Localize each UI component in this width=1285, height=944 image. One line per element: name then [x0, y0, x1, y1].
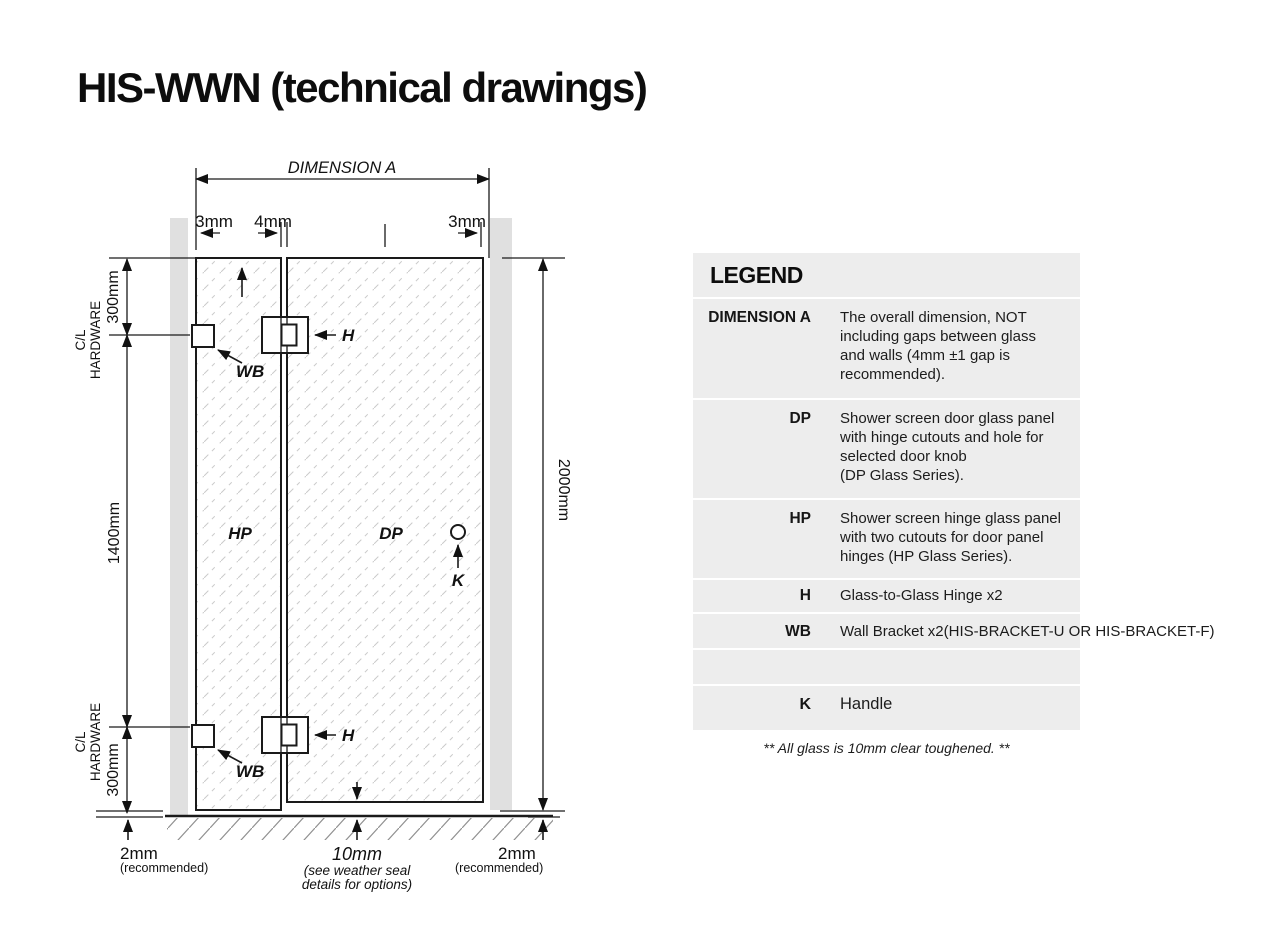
legend-panel [693, 253, 1215, 730]
page-title: HIS-WWN (technical drawings) [77, 64, 647, 111]
door-gap-note-2: details for options) [301, 877, 413, 892]
dimension-a-lines [196, 168, 489, 258]
bracket-top-label: WB [236, 362, 265, 381]
knob-label: K [451, 571, 465, 590]
legend-footnote: ** All glass is 10mm clear toughened. ** [763, 740, 1010, 756]
floor-gap-left-note: (recommended) [120, 861, 209, 875]
hp-panel-label: HP [228, 524, 252, 543]
door-gap-label: 10mm [331, 844, 383, 864]
dim-300-bottom-label: 300mm [105, 743, 122, 797]
legend-row-dimension-a [693, 297, 1080, 398]
legend-row-k [693, 684, 1080, 730]
hinge-bottom-label: H [342, 726, 355, 745]
hinge-bottom [262, 717, 308, 753]
top-gap-dim-lines [201, 222, 481, 247]
legend-header: LEGEND [710, 262, 803, 288]
floor-gap-right-label: 2mm [498, 844, 536, 863]
legend-desc: The overall dimension, NOT including gaps between glass and walls (4mm ±1 gap is recommended). [840, 309, 1036, 383]
cl-hardware-bottom-line2: HARDWARE [88, 702, 103, 782]
legend-key: K [799, 696, 811, 713]
right-wall [490, 218, 512, 810]
legend-row-h [693, 578, 1080, 612]
legend-key: DP [789, 410, 811, 427]
gap-wall-left-label: 3mm [195, 212, 233, 231]
dim-2000-label: 2000mm [555, 458, 572, 522]
door-gap-note-1: (see weather seal [303, 863, 411, 878]
dp-panel-label: DP [379, 524, 403, 543]
floor-gap-right-note: (recommended) [455, 861, 544, 875]
cl-hardware-top-line2: HARDWARE [88, 300, 103, 380]
gap-wall-right-label: 3mm [448, 212, 486, 231]
cl-hardware-bottom-line1: C/L [73, 731, 88, 753]
bracket-bottom-label: WB [236, 762, 265, 781]
legend-row-empty [693, 648, 1080, 684]
left-wall [170, 218, 188, 816]
gap-panels-label: 4mm [254, 212, 292, 231]
cl-hardware-top-line1: C/L [73, 329, 88, 351]
floor-gap-left-label: 2mm [120, 844, 158, 863]
wall-bracket-bottom [192, 725, 214, 747]
legend-desc: Handle [840, 695, 893, 713]
legend-row-wb [693, 612, 1215, 648]
legend-key: DIMENSION A [708, 309, 811, 326]
dimension-a-label: DIMENSION A [287, 159, 397, 177]
legend-desc: Glass-to-Glass Hinge x2 [840, 587, 1003, 604]
legend-desc: Shower screen hinge glass panel with two cutouts for door panel hinges (HP Glass Series). [840, 510, 1061, 565]
dim-300-top-label: 300mm [105, 270, 122, 324]
legend-key: H [799, 587, 811, 604]
hinge-top-label: H [342, 326, 355, 345]
floor-hatch [167, 818, 553, 840]
door-knob-circle [451, 525, 465, 539]
legend-key: HP [789, 510, 811, 527]
legend-key: WB [785, 623, 811, 640]
dim-1400-label: 1400mm [106, 501, 123, 565]
wall-bracket-top [192, 325, 214, 347]
legend-row-hp [693, 498, 1080, 578]
legend-desc: Wall Bracket x2(HIS-BRACKET-U OR HIS-BRACKET-F) [840, 623, 1215, 640]
legend-row-dp [693, 398, 1080, 498]
hinge-top [262, 317, 308, 353]
legend-desc: Shower screen door glass panel with hinge cutouts and hole for selected door knob (DP Glass Series). [840, 410, 1055, 484]
